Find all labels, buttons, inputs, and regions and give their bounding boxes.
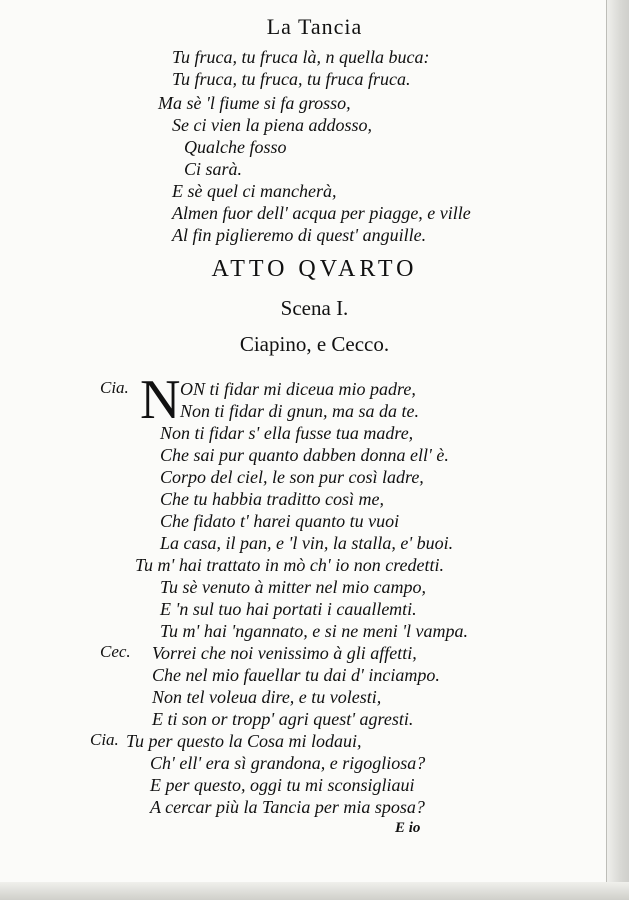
verse-line: Ma sè 'l fiume si fa grosso, <box>158 93 351 113</box>
dialogue-line: Che tu habbia traditto così me, <box>160 489 384 509</box>
verse-line: E sè quel ci mancherà, <box>172 181 337 201</box>
drop-capital: N <box>140 369 181 431</box>
verse-line: Ci sarà. <box>184 159 243 179</box>
page-edge-bottom <box>0 882 629 900</box>
character-list: Ciapino, e Cecco. <box>239 332 390 356</box>
dialogue-line: Tu m' hai trattato in mò ch' io non credetti. <box>135 555 445 575</box>
dialogue-line: Tu sè venuto à mitter nel mio campo, <box>160 577 426 597</box>
scene-heading: Scena I. <box>280 296 349 320</box>
dialogue-line: Ch' ell' era sì grandona, e rigogliosa? <box>150 753 426 773</box>
act-heading: ATTO QVARTO <box>211 256 418 282</box>
dialogue-line: Tu m' hai 'ngannato, e si ne meni 'l vampa. <box>160 621 469 641</box>
dialogue-line: Che sai pur quanto dabben donna ell' è. <box>160 445 449 465</box>
verse-line: Tu fruca, tu fruca, tu fruca fruca. <box>172 69 411 89</box>
speaker-label: Cia. <box>100 378 129 397</box>
verse-line: Almen fuor dell' acqua per piagge, e ville <box>172 203 471 223</box>
speaker-label: Cia. <box>90 730 119 749</box>
dialogue-line: ON ti fidar mi diceua mio padre, <box>180 379 416 399</box>
verse-line: Se ci vien la piena addosso, <box>172 115 372 135</box>
catchword: E io <box>395 820 421 836</box>
dialogue-line: Tu per questo la Cosa mi lodaui, <box>126 731 362 751</box>
page-edge-right <box>606 0 629 900</box>
dialogue-line: E ti son or tropp' agri quest' agresti. <box>152 709 414 729</box>
running-head: La Tancia <box>266 14 363 39</box>
dialogue-line: Non tel voleua dire, e tu volesti, <box>152 687 382 707</box>
verse-line: Qualche fosso <box>184 137 287 157</box>
dialogue-line: La casa, il pan, e 'l vin, la stalla, e' buoi. <box>160 533 454 553</box>
dialogue-line: Non ti fidar s' ella fusse tua madre, <box>160 423 414 443</box>
dialogue-line: A cercar più la Tancia per mia sposa? <box>150 797 425 817</box>
dialogue-line: Che nel mio fauellar tu dai d' inciampo. <box>152 665 440 685</box>
dialogue-line: Che fidato t' harei quanto tu vuoi <box>160 511 400 531</box>
dialogue-line: E per questo, oggi tu mi sconsigliaui <box>150 775 415 795</box>
speaker-label: Cec. <box>100 642 131 661</box>
dialogue-line: Vorrei che noi venissimo à gli affetti, <box>152 643 417 663</box>
dialogue-line: Corpo del ciel, le son pur così ladre, <box>160 467 424 487</box>
dialogue-line: Non ti fidar di gnun, ma sa da te. <box>180 401 420 421</box>
dialogue-line: E 'n sul tuo hai portati i cauallетti. <box>160 599 417 619</box>
verse-line: Tu fruca, tu fruca là, n quella buca: <box>172 47 430 67</box>
verse-line: Al fin piglieremo di quest' anguille. <box>172 225 427 245</box>
